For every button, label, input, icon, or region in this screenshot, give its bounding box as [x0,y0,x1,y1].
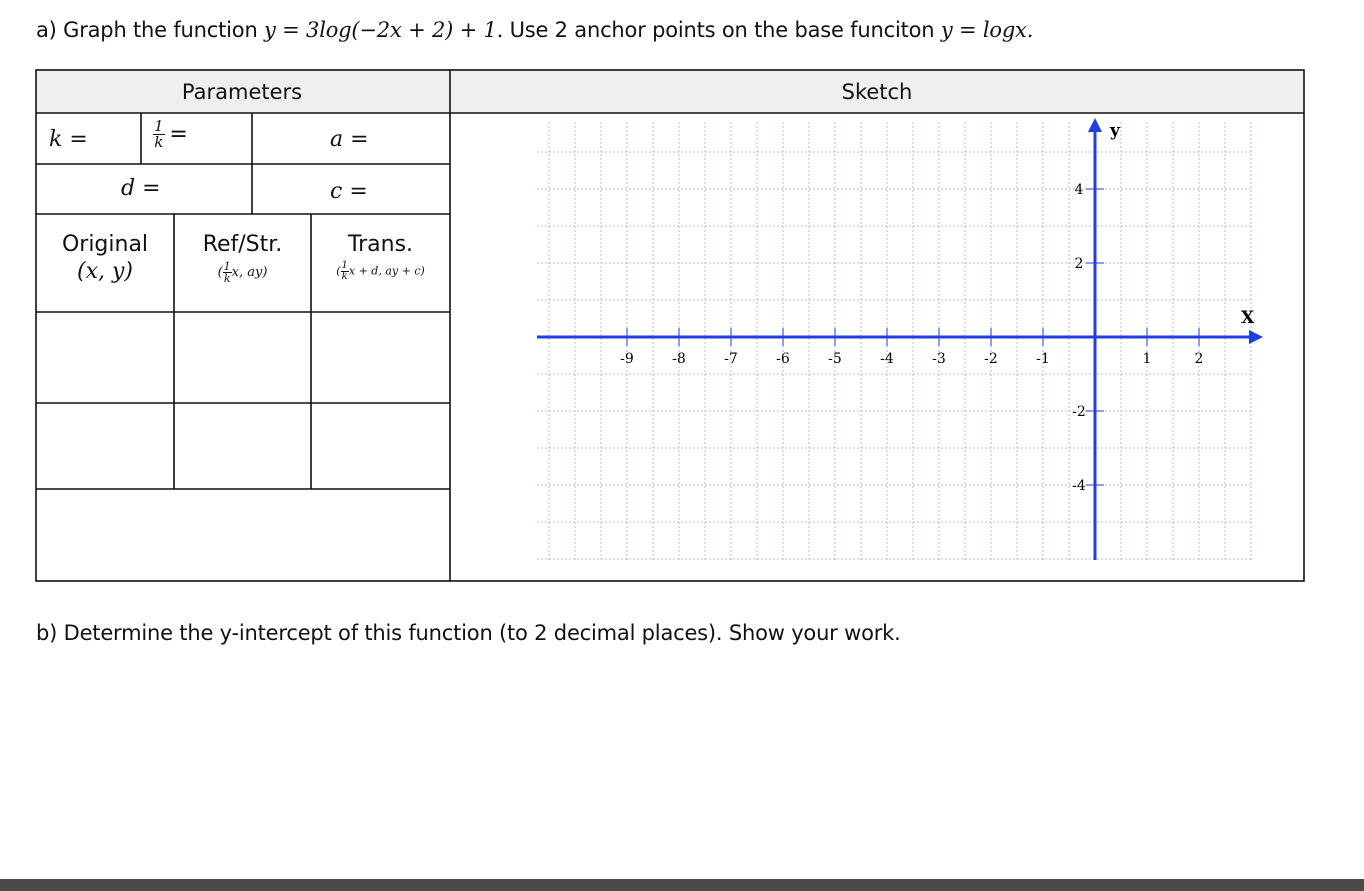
col-original-title: Original [61,232,149,257]
one-over-k-eq: = [169,122,188,147]
question-a-middle: Use 2 anchor points on the base funciton [503,18,941,42]
y-axis-label: y [1110,121,1120,141]
col-trans [311,232,450,282]
answer-cell-refstr-2[interactable] [174,403,311,489]
col-refstr-sub-pre: ( [217,265,223,280]
y-tick-label: 4 [1074,182,1084,198]
bottom-bar [0,879,1364,891]
c-label: c = [330,179,368,204]
d-label: d = [121,176,161,201]
one-over-k-num: 1 [154,117,164,135]
one-over-k-label [153,119,188,150]
worksheet-table [35,69,1305,582]
col-refstr-frac-num: 1 [223,260,231,273]
a-label: a = [330,127,369,152]
x-tick-label: -5 [828,351,842,367]
x-tick-label: -9 [620,351,634,367]
x-tick-label: -8 [672,351,686,367]
col-trans-sub [311,261,450,282]
col-refstr [174,232,311,284]
answer-cell-orig-2[interactable] [36,403,174,489]
parameters-header: Parameters [181,80,303,104]
col-refstr-title: Ref/Str. [202,232,283,257]
x-tick-label: 1 [1142,351,1152,367]
answer-cell-orig-1[interactable] [36,312,174,403]
y-tick-label: 2 [1074,256,1084,272]
answer-cell-notes[interactable] [36,489,450,581]
col-refstr-fraction [223,261,232,284]
x-tick-label: -6 [776,351,790,367]
x-axis-label: X [1241,308,1255,328]
col-trans-frac-den: k [341,271,348,282]
col-trans-sub-pre: ( [336,264,341,278]
col-refstr-sub-post: x, ay) [231,265,268,280]
col-trans-frac-num: 1 [341,260,348,271]
y-tick-label: -2 [1072,404,1086,420]
x-tick-label: 2 [1194,351,1204,367]
answer-cell-refstr-1[interactable] [174,312,311,403]
x-tick-label: -1 [1036,351,1050,367]
col-original [36,232,174,284]
k-label: k = [49,127,88,152]
base-function-expression: y = logx. [940,18,1034,42]
answer-cell-trans-2[interactable] [311,403,450,489]
x-tick-label: -7 [724,351,738,367]
answer-cell-trans-1[interactable] [311,312,450,403]
col-trans-sub-post: x + d, ay + c) [348,264,425,278]
one-over-k-fraction [153,119,165,150]
question-a-prefix: a) Graph the function [36,18,265,42]
y-axis-arrow [1088,118,1102,132]
question-a [36,18,1033,42]
col-refstr-sub [174,261,311,284]
col-original-sub: (x, y) [77,259,133,284]
col-trans-title: Trans. [347,232,414,257]
x-axis-arrow [1249,330,1263,344]
x-tick-label: -3 [932,351,946,367]
x-tick-label: -2 [984,351,998,367]
col-trans-fraction [341,261,349,282]
question-b: b) Determine the y-intercept of this function (to 2 decimal places). Show your work. [36,621,901,645]
sketch-header: Sketch [841,80,913,104]
col-refstr-frac-den: k [223,272,231,285]
function-expression: y = 3log(−2x + 2) + 1. [264,18,504,42]
y-tick-label: -4 [1072,478,1086,494]
one-over-k-den: k [154,133,164,151]
sketch-graph[interactable] [451,114,1304,581]
x-tick-label: -4 [880,351,894,367]
